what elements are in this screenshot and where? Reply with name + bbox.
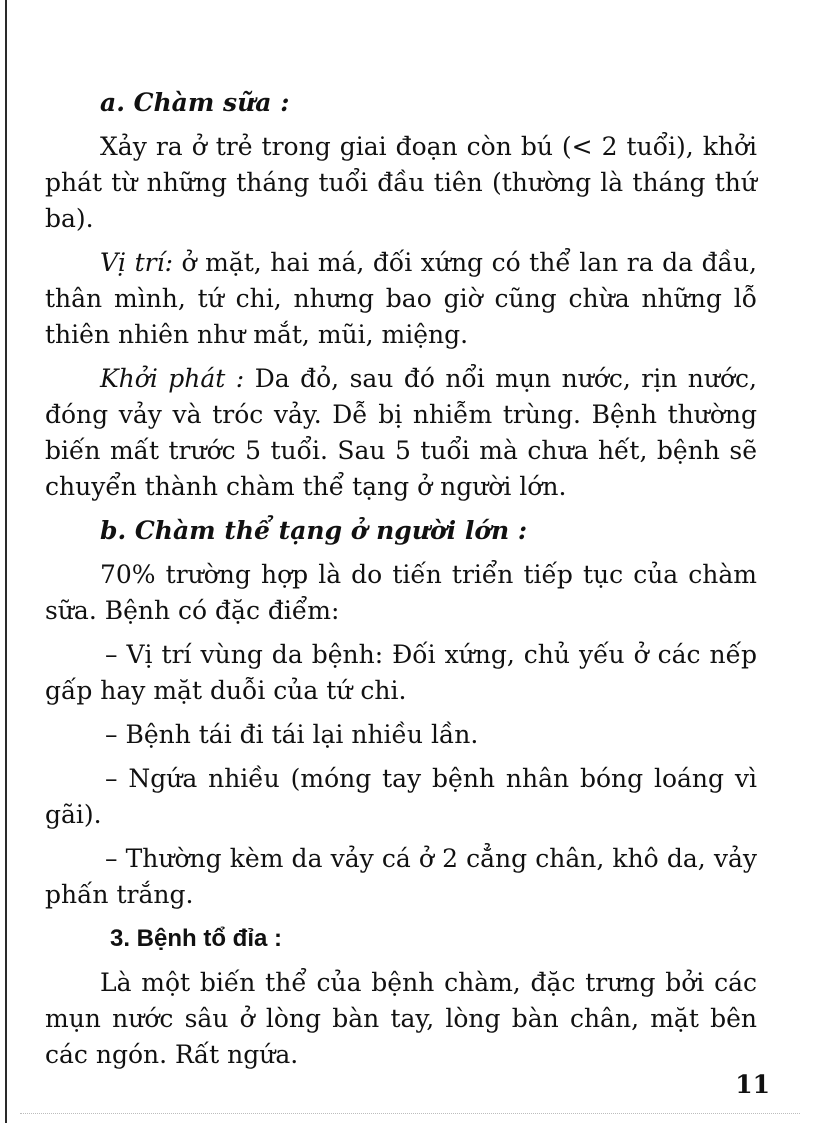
section-a-paragraph-1: Xảy ra ở trẻ trong giai đoạn còn bú (< 2 tuổi), khởi phát từ những tháng tuổi đầu tiên (thường là tháng thứ ba). bbox=[45, 132, 757, 233]
location-text: ở mặt, hai má, đối xứng có thể lan ra da đầu, thân mình, tứ chi, nhưng bao giờ cũng chừa những lỗ thiên nhiên như mắt, mũi, miệng. bbox=[45, 248, 757, 349]
section-a-paragraph-3 bbox=[45, 361, 757, 505]
page-number: 11 bbox=[735, 1070, 770, 1099]
onset-label: Khởi phát : bbox=[100, 364, 245, 393]
bullet-item: – Thường kèm da vảy cá ở 2 cẳng chân, khô da, vảy phấn trắng. bbox=[45, 844, 757, 909]
section-a-heading: a. Chàm sữa : bbox=[100, 88, 290, 117]
bullet-item: – Vị trí vùng da bệnh: Đối xứng, chủ yếu ở các nếp gấp hay mặt duỗi của tứ chi. bbox=[45, 640, 757, 705]
page-content bbox=[45, 85, 757, 1081]
page-edge-line bbox=[5, 0, 7, 1123]
bullet-item: – Ngứa nhiều (móng tay bệnh nhân bóng loáng vì gãi). bbox=[45, 764, 757, 829]
location-label: Vị trí: bbox=[100, 248, 174, 277]
page-bottom-divider bbox=[20, 1113, 800, 1114]
section-b-heading: b. Chàm thể tạng ở người lớn : bbox=[100, 516, 528, 545]
section-a-paragraph-2 bbox=[45, 245, 757, 353]
section-3-paragraph-1: Là một biến thể của bệnh chàm, đặc trưng bởi các mụn nước sâu ở lòng bàn tay, lòng bàn chân, mặt bên các ngón. Rất ngứa. bbox=[45, 968, 757, 1069]
bullet-item: – Bệnh tái đi tái lại nhiều lần. bbox=[105, 720, 479, 749]
onset-text: Da đỏ, sau đó nổi mụn nước, rịn nước, đóng vảy và tróc vảy. Dễ bị nhiễm trùng. Bệnh thường biến mất trước 5 tuổi. Sau 5 tuổi mà chưa hết, bệnh sẽ chuyển thành chàm thể tạng ở người lớn. bbox=[45, 364, 757, 501]
section-3-heading: 3. Bệnh tổ đỉa : bbox=[110, 925, 283, 952]
section-b-paragraph-1: 70% trường hợp là do tiến triển tiếp tục của chàm sữa. Bệnh có đặc điểm: bbox=[45, 560, 757, 625]
